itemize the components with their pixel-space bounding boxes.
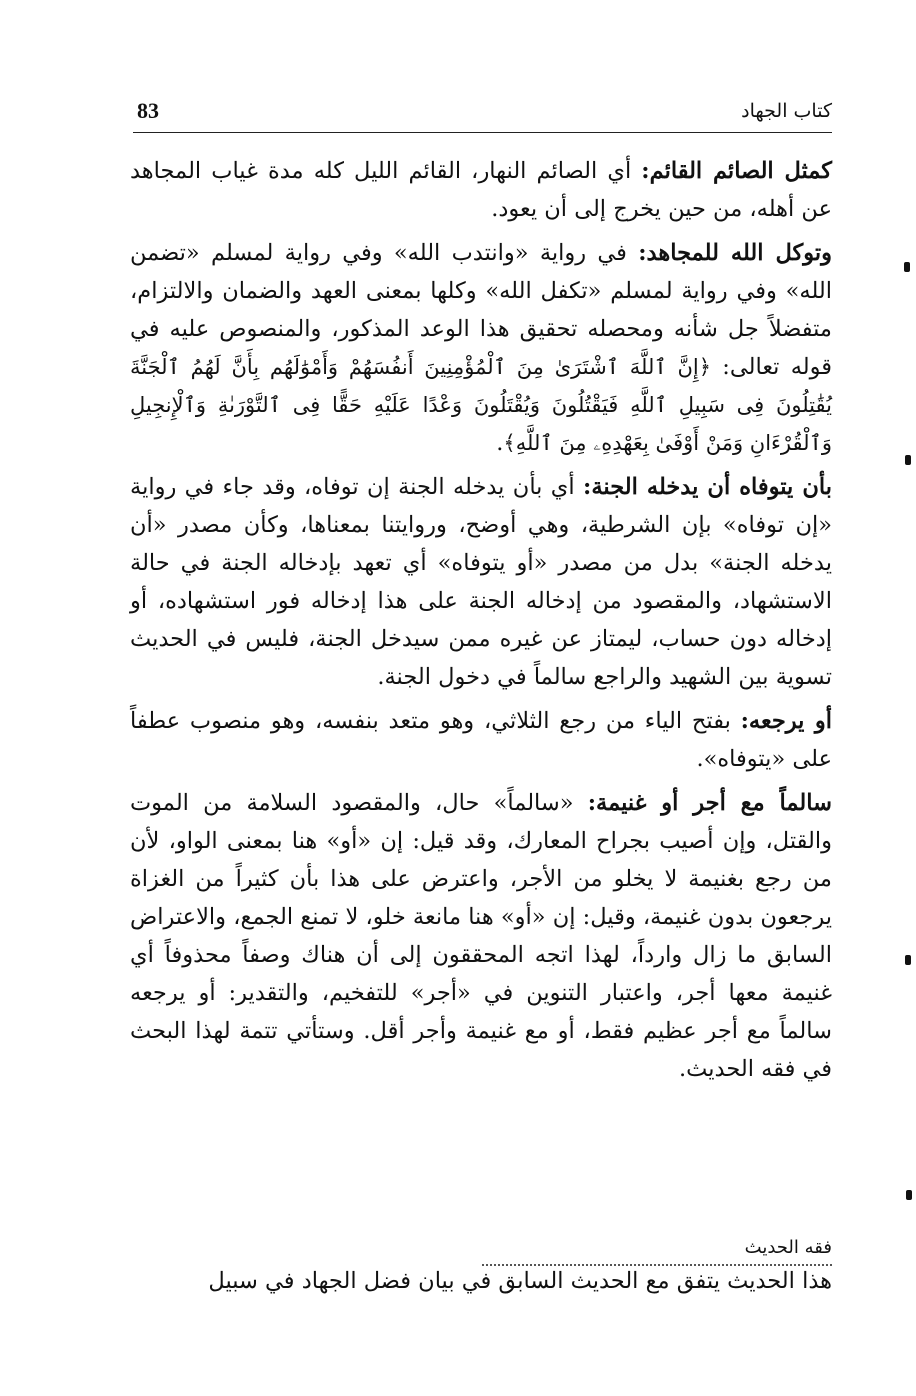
- section-heading: فقه الحديث: [744, 1237, 832, 1258]
- section-text: هذا الحديث يتفق مع الحديث السابق في بيان فضل الجهاد في سبيل: [208, 1268, 832, 1294]
- paragraph-text: أي بأن يدخله الجنة إن توفاه، وقد جاء في رواية «إن توفاه» بإن الشرطية، وهي أوضح، وروايتنا بمعناها، وكأن مصدر «أن يدخله الجنة» بدل من مصدر «أو يتوفاه» أي تعهد بإدخاله الجنة في حالة الاستشهاد، والمقصود من إدخاله الجنة على هذا إدخاله فور استشهاده، أو إدخاله دون حساب، ليمتاز عن غيره ممن سيدخل الجنة، فليس في الحديث تسوية بين الشهيد والراجع سالماً في دخول الجنة.: [130, 474, 832, 690]
- paragraph-text: أي الصائم النهار، القائم الليل كله مدة غياب المجاهد عن أهله، من حين يخرج إلى أن يعود.: [130, 158, 832, 222]
- glossary-term: بأن يتوفاه أن يدخله الجنة:: [583, 474, 833, 500]
- paragraph: [130, 234, 832, 462]
- glossary-term: أو يرجعه:: [740, 708, 832, 734]
- margin-mark: [906, 1190, 912, 1200]
- paragraph: [130, 468, 832, 696]
- paragraph-text: في رواية «وانتدب الله» وفي رواية لمسلم «تضمن الله» وفي رواية لمسلم «تكفل الله» وكلها بمعنى العهد والضمان والالتزام، متفضلاً جل شأنه ومحصله تحقيق هذا الوعد المذكور، والمنصوص عليه في قوله تعالى:: [130, 240, 832, 380]
- glossary-term: وتوكل الله للمجاهد:: [638, 240, 833, 266]
- quran-verse: ﴿إِنَّ ٱللَّهَ ٱشْتَرَىٰ مِنَ ٱلْمُؤْمِنِينَ أَنفُسَهُمْ وَأَمْوَٰلَهُم بِأَنَّ لَهُمُ ٱلْجَنَّةَ يُقَٰتِلُونَ فِى سَبِيلِ ٱللَّهِ فَيَقْتُلُونَ وَيُقْتَلُونَ وَعْدًا عَلَيْهِ حَقًّا فِى ٱلتَّوْرَىٰةِ وَٱلْإِنجِيلِ وَٱلْقُرْءَانِ وَمَنْ أَوْفَىٰ بِعَهْدِهِۦ مِنَ ٱللَّهِ﴾: [130, 355, 832, 455]
- margin-mark: [905, 455, 911, 465]
- paragraph: [130, 784, 832, 1088]
- paragraph-tail: .: [496, 430, 504, 456]
- paragraph: [130, 702, 832, 778]
- paragraph-text: بفتح الياء من رجع الثلاثي، وهو متعد بنفسه، وهو منصوب عطفاً على «يتوفاه».: [130, 708, 832, 772]
- running-title: كتاب الجهاد: [741, 100, 832, 122]
- margin-mark: [905, 955, 911, 965]
- page-number: 83: [137, 98, 159, 123]
- paragraph: [130, 152, 832, 228]
- page-header: [133, 96, 832, 133]
- glossary-term: كمثل الصائم القائم:: [641, 158, 832, 184]
- body-text: [130, 152, 832, 1094]
- glossary-term: سالماً مع أجر أو غنيمة:: [587, 790, 832, 816]
- paragraph-text: «سالماً» حال، والمقصود السلامة من الموت والقتل، وإن أصيب بجراح المعارك، وقد قيل: إن «أو» هنا بمعنى الواو، لأن من رجع بغنيمة لا يخلو من الأجر، واعترض على هذا بأن كثيراً من الغزاة يرجعون بدون غنيمة، وقيل: إن «أو» هنا مانعة خلو، لا تمنع الجمع، والاعتراض السابق ما زال وارداً، لهذا اتجه المحققون إلى أن هناك وصفاً محذوفاً أي غنيمة معها أجر، واعتبار التنوين في «أجر» للتفخيم، والتقدير: أو يرجعه سالماً مع أجر عظيم فقط، أو مع غنيمة وأجر أقل. وستأتي تتمة لهذا البحث في فقه الحديث.: [130, 790, 832, 1082]
- margin-mark: [904, 262, 910, 272]
